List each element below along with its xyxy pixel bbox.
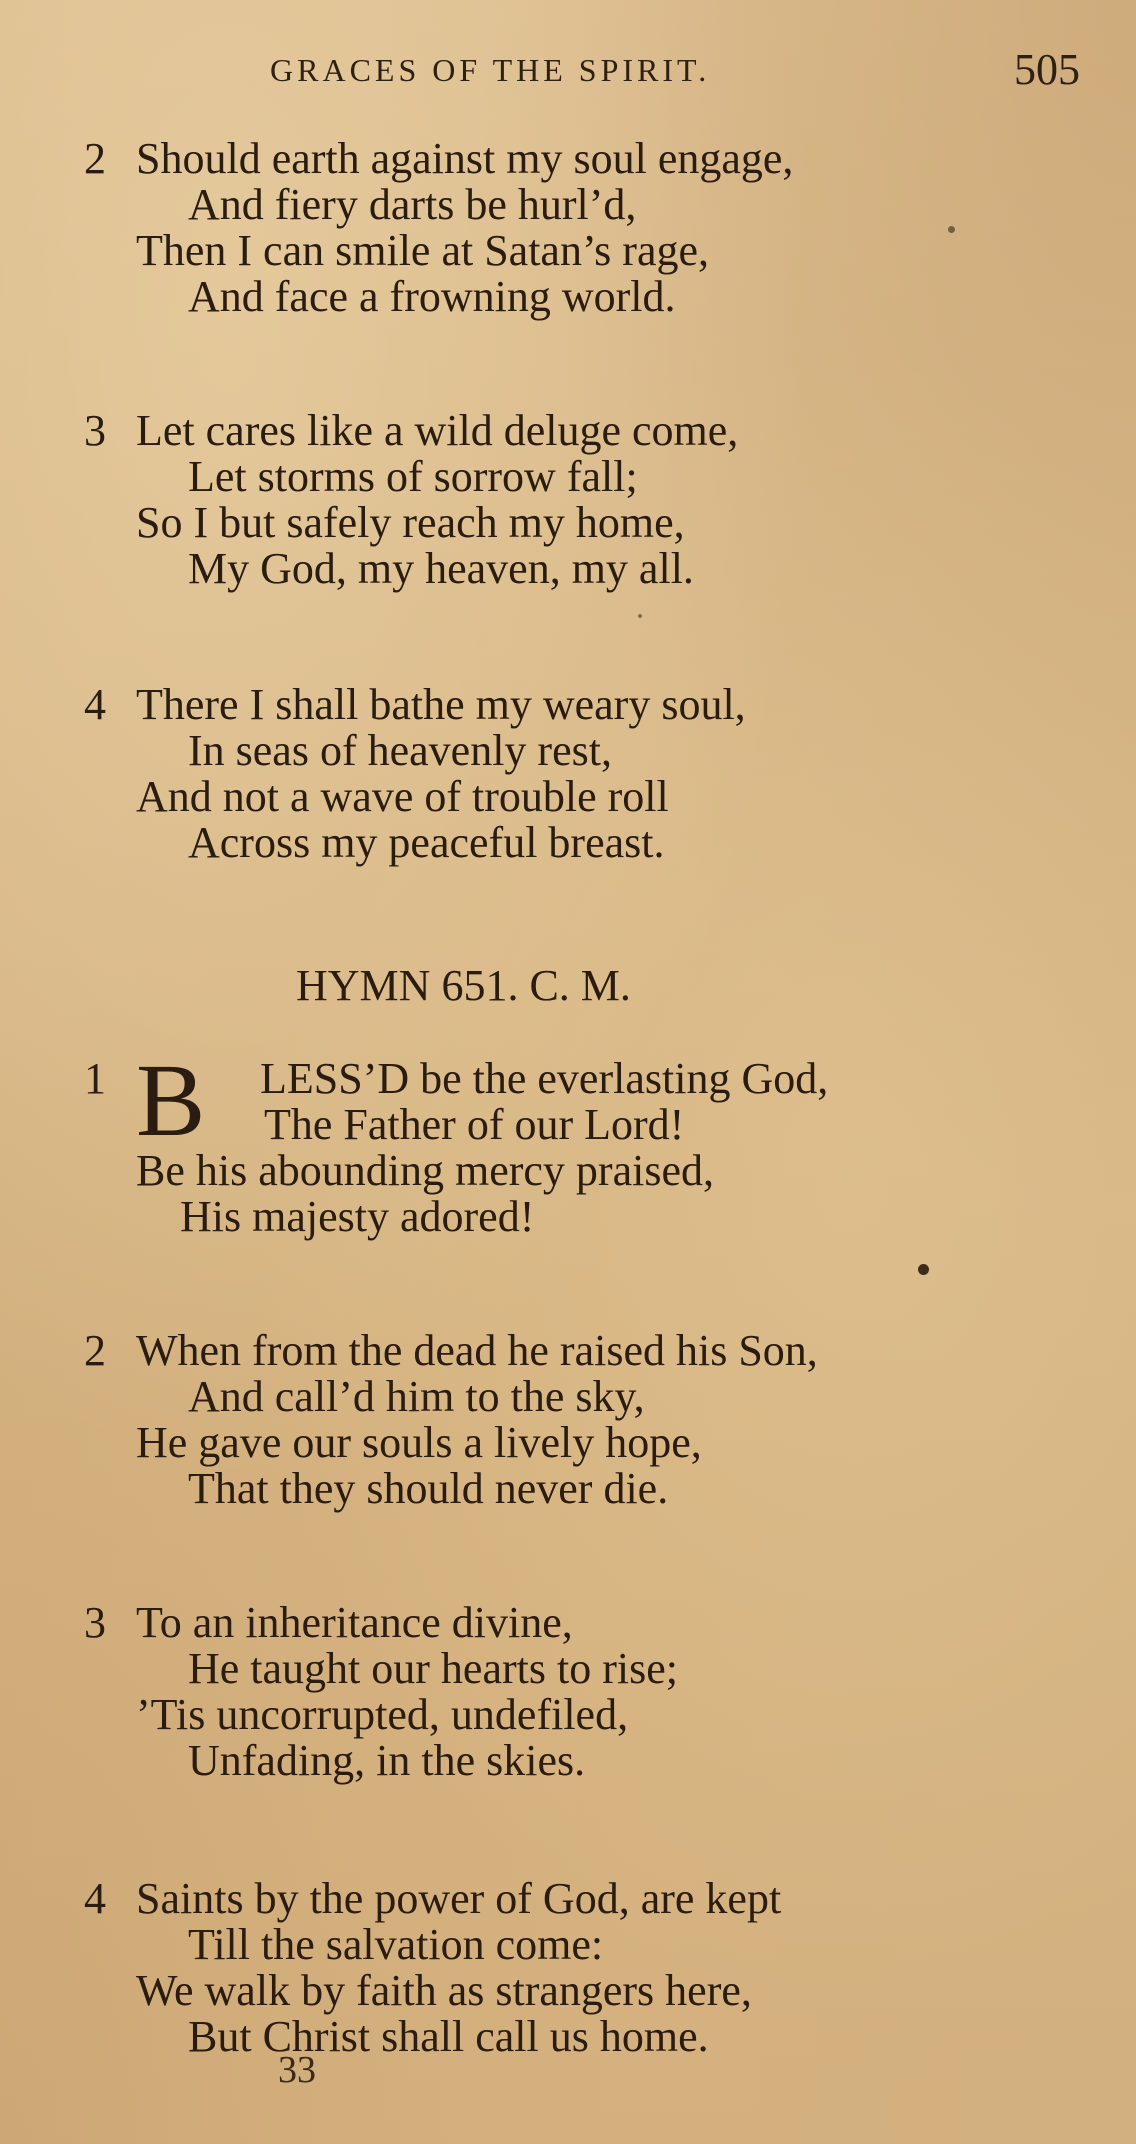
drop-cap: B <box>136 1043 206 1158</box>
verse-line: 3 To an inheritance divine, <box>84 1598 573 1647</box>
verse-line: 4 There I shall bathe my weary soul, <box>84 680 746 729</box>
verse-line: His majesty adored! <box>180 1192 535 1241</box>
verse-number: 1 <box>84 1054 106 1103</box>
verse-number: 4 <box>84 1874 106 1923</box>
verse-first-block <box>84 1043 829 1158</box>
verse-line: And fiery darts be hurl’d, <box>188 180 637 229</box>
verse-line: He gave our souls a lively hope, <box>136 1418 702 1467</box>
verse-line: LESS’D be the everlasting God, <box>260 1054 829 1103</box>
verse-line: In seas of heavenly rest, <box>188 726 612 775</box>
verse-line: Then I can smile at Satan’s rage, <box>136 226 710 275</box>
verse-line: We walk by faith as strangers here, <box>136 1966 752 2015</box>
verse-line: ’Tis uncorrupted, undefiled, <box>136 1690 629 1739</box>
verse-prev-4 <box>84 682 746 866</box>
verse-line: So I but safely reach my home, <box>136 498 685 547</box>
signature-mark: 33 <box>278 2049 316 2091</box>
verse-line: Let storms of sorrow fall; <box>188 452 638 501</box>
ink-speck <box>638 614 642 618</box>
verse-line: My God, my heaven, my all. <box>188 544 694 593</box>
verse-prev-2 <box>84 136 793 320</box>
verse-651-1 <box>84 1043 829 1241</box>
verse-line: 2 When from the dead he raised his Son, <box>84 1326 818 1375</box>
verse-651-3 <box>84 1600 678 1784</box>
ink-speck <box>918 1264 929 1275</box>
verse-line: Unfading, in the skies. <box>188 1736 586 1785</box>
verse-line: And not a wave of trouble roll <box>136 772 669 821</box>
verse-line: 3 Let cares like a wild deluge come, <box>84 406 739 455</box>
verse-number: 4 <box>84 680 106 729</box>
verse-line: Across my peaceful breast. <box>188 818 665 867</box>
verse-prev-3 <box>84 408 738 592</box>
verse-number: 2 <box>84 134 106 183</box>
verse-line: That they should never die. <box>188 1464 669 1513</box>
verse-line: Till the salvation come: <box>188 1920 604 1969</box>
verse-line: 4 Saints by the power of God, are kept <box>84 1874 782 1923</box>
verse-line: But Christ shall call us home. <box>188 2012 709 2061</box>
verse-line: Be his abounding mercy praised, <box>136 1146 714 1195</box>
verse-651-4 <box>84 1876 781 2060</box>
verse-651-2 <box>84 1328 818 1512</box>
ink-speck <box>948 226 955 233</box>
verse-line: He taught our hearts to rise; <box>188 1644 678 1693</box>
verse-line: 2 Should earth against my soul engage, <box>84 134 794 183</box>
verse-line: And call’d him to the sky, <box>188 1372 645 1421</box>
hymn-title: HYMN 651. C. M. <box>296 961 631 1010</box>
verse-number: 3 <box>84 406 106 455</box>
verse-number: 3 <box>84 1598 106 1647</box>
verse-line: The Father of our Lord! <box>264 1100 685 1149</box>
verse-number: 2 <box>84 1326 106 1375</box>
page-number: 505 <box>1014 45 1080 94</box>
running-header-title: GRACES OF THE SPIRIT. <box>270 52 711 88</box>
verse-line: And face a frowning world. <box>188 272 676 321</box>
